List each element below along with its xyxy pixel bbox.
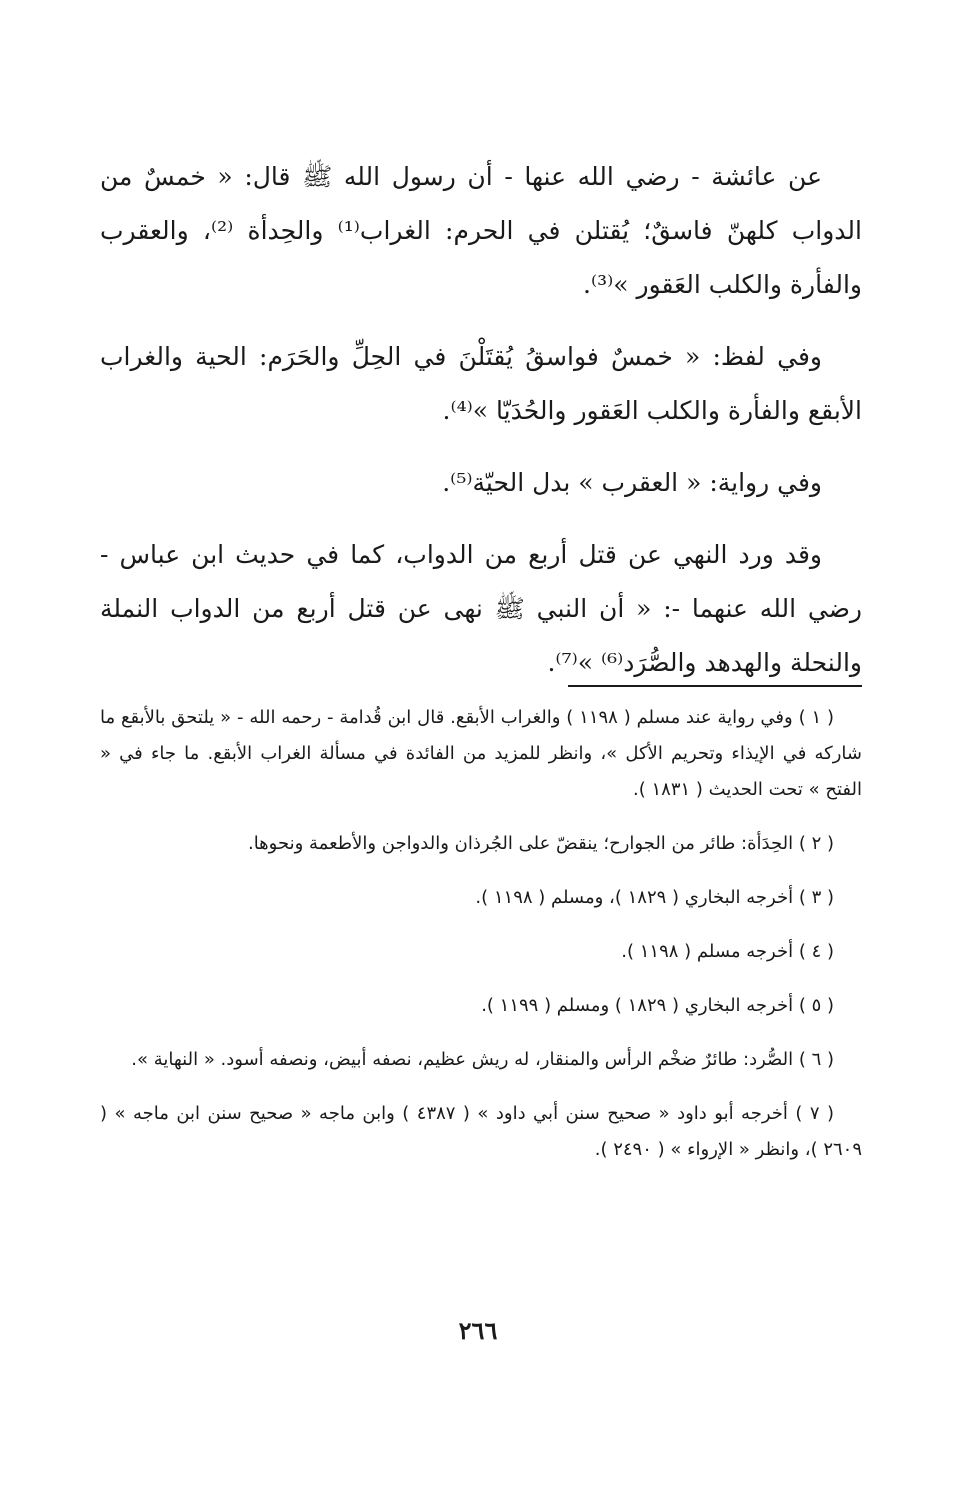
hadith-paragraph-3: وفي رواية: « العقرب » بدل الحيّة⁽⁵⁾. [442, 468, 822, 497]
footnote-2: ( ٢ ) الحِدَأة: طائر من الجوارح؛ ينقضّ على الجُرذان والدواجن والأطعمة ونحوها. [247, 833, 834, 854]
footnote-1: ( ١ ) وفي رواية عند مسلم ( ١١٩٨ ) والغراب الأبقع. قال ابن قُدامة - رحمه الله - « يلتحق بالأبقع ما شاركه في الإيذاء وتحريم الأكل »، وانظر للمزيد من الفائدة في مسألة الغراب الأبقع. ما جاء في « الفتح » تحت الحديث ( ١٨٣١ ). [100, 707, 862, 800]
footnote-7: ( ٧ ) أخرجه أبو داود « صحيح سنن أبي داود » ( ٤٣٨٧ ) وابن ماجه « صحيح سنن ابن ماجه » ( ٢٦٠٩ )، وانظر « الإرواء » ( ٢٤٩٠ ). [100, 1103, 862, 1160]
footnote-5: ( ٥ ) أخرجه البخاري ( ١٨٢٩ ) ومسلم ( ١١٩٩ ). [481, 995, 834, 1016]
footnote-3: ( ٣ ) أخرجه البخاري ( ١٨٢٩ )، ومسلم ( ١١٩٨ ). [475, 887, 834, 908]
hadith-paragraph-2: وفي لفظ: « خمسٌ فواسقُ يُقتَلْنَ في الحِلِّ والحَرَم: الحية والغراب الأبقع والفأرة والكلب العَقور والحُدَيّا »⁽⁴⁾. [100, 342, 862, 425]
footnotes-block [100, 700, 862, 1186]
footnote-6: ( ٦ ) الصُّرد: طائرٌ ضخْم الرأس والمنقار، له ريش عظيم، نصفه أبيض، ونصفه أسود. « النهاية ». [131, 1049, 834, 1070]
hadith-paragraph-4: وقد ورد النهي عن قتل أربع من الدواب، كما في حديث ابن عباس - رضي الله عنهما -: « أن النبي ﷺ نهى عن قتل أربع من الدواب النملة والنحلة والهدهد والصُّرَد⁽⁶⁾ »⁽⁷⁾. [100, 540, 862, 677]
main-text-block [100, 150, 862, 708]
page-number: ٢٦٦ [458, 1316, 498, 1345]
footnote-separator [568, 685, 862, 687]
footnote-4: ( ٤ ) أخرجه مسلم ( ١١٩٨ ). [621, 941, 834, 962]
hadith-paragraph-1: عن عائشة - رضي الله عنها - أن رسول الله ﷺ قال: « خمسٌ من الدواب كلهنّ فاسقٌ؛ يُقتلن في الحرم: الغراب⁽¹⁾ والحِدأة ⁽²⁾، والعقرب والفأرة والكلب العَقور »⁽³⁾. [100, 162, 862, 299]
